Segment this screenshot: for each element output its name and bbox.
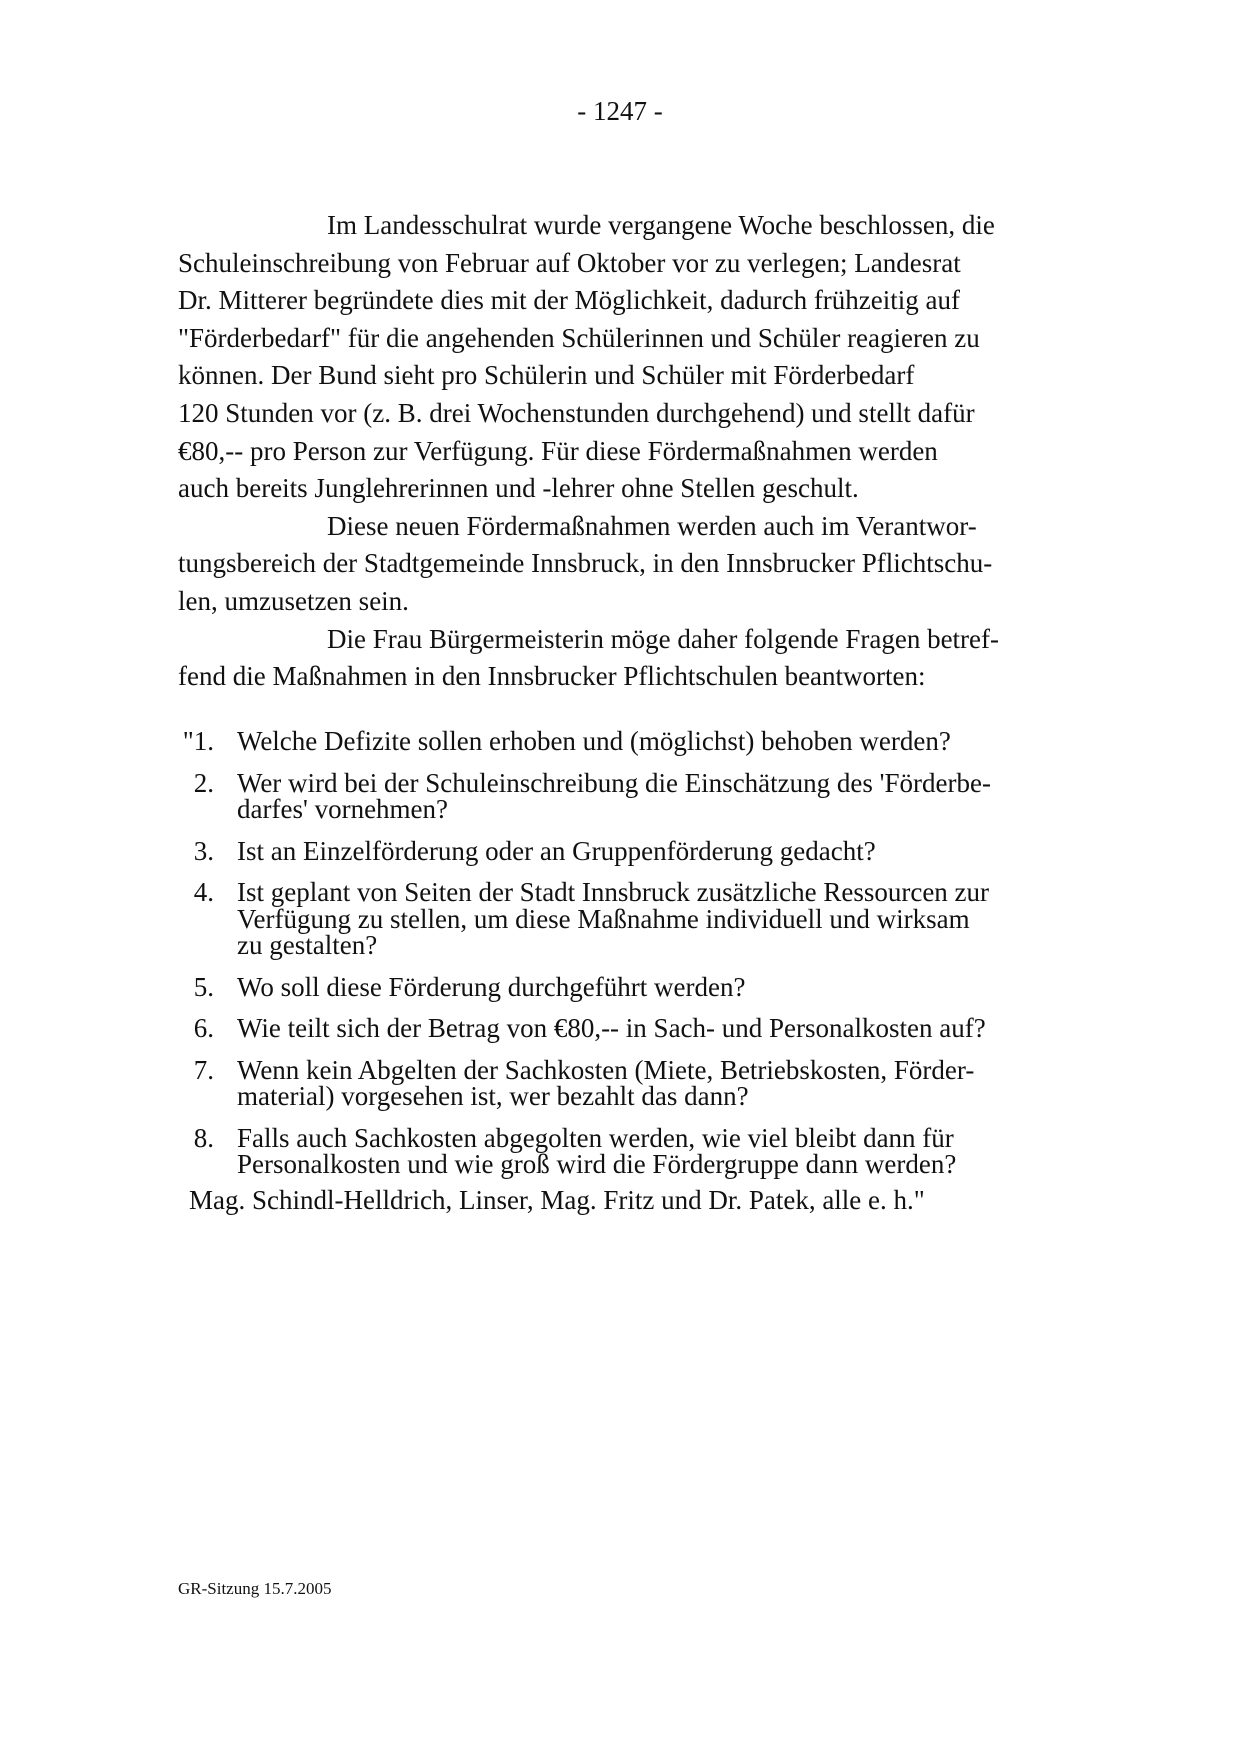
question-number: 7. <box>193 1054 214 1085</box>
text-line: Dr. Mitterer begründete dies mit der Möglichkeit, dadurch frühzeitig auf <box>178 285 960 316</box>
question-text: Wer wird bei der Schuleinschreibung die Einschätzung des 'Förderbe- <box>237 767 991 798</box>
question-text: Ist geplant von Seiten der Stadt Innsbruck zusätzliche Ressourcen zur <box>237 877 990 907</box>
text-line: €80,-- pro Person zur Verfügung. Für diese Fördermaßnahmen werden <box>178 435 938 466</box>
question-number: "1. <box>182 726 214 756</box>
signature-line: Mag. Schindl-Helldrich, Linser, Mag. Fritz und Dr. Patek, alle e. h." <box>189 1185 925 1215</box>
question-number: 8. <box>193 1122 214 1153</box>
question-text: zu gestalten? <box>237 930 378 960</box>
question-item <box>178 971 1078 1002</box>
question-number: 3. <box>193 835 214 866</box>
text-line: 120 Stunden vor (z. B. drei Wochenstunden durchgehend) und stellt dafür <box>178 397 975 428</box>
text-line: len, umzusetzen sein. <box>178 585 409 616</box>
question-number: 2. <box>193 767 214 798</box>
question-item <box>178 1054 1078 1111</box>
question-text: material) vorgesehen ist, wer bezahlt das dann? <box>237 1081 749 1111</box>
question-text: Welche Defizite sollen erhoben und (möglichst) behoben werden? <box>237 726 951 756</box>
question-item <box>178 728 1078 755</box>
question-item <box>178 767 1078 824</box>
question-text: Personalkosten und wie groß wird die Fördergruppe dann werden? <box>237 1149 957 1179</box>
question-text: Wie teilt sich der Betrag von €80,-- in Sach- und Personalkosten auf? <box>237 1013 986 1043</box>
paragraph <box>178 621 1058 696</box>
text-line: Diese neuen Fördermaßnahmen werden auch im Verantwor- <box>327 510 977 541</box>
question-number: 6. <box>193 1013 214 1043</box>
question-text: Verfügung zu stellen, um diese Maßnahme individuell und wirksam <box>237 903 970 934</box>
question-text: Ist an Einzelförderung oder an Gruppenförderung gedacht? <box>237 835 876 866</box>
page-number: - 1247 - <box>577 96 663 126</box>
question-text: darfes' vornehmen? <box>237 794 449 824</box>
question-number: 4. <box>193 877 214 907</box>
footer-session-date: GR-Sitzung 15.7.2005 <box>178 1579 332 1598</box>
question-text: Wenn kein Abgelten der Sachkosten (Miete, Betriebskosten, Förder- <box>237 1054 975 1085</box>
question-number: 5. <box>193 971 214 1002</box>
question-text: Wo soll diese Förderung durchgeführt werden? <box>237 971 746 1002</box>
question-list <box>178 728 1078 1193</box>
text-line: Schuleinschreibung von Februar auf Oktober vor zu verlegen; Landesrat <box>178 247 961 278</box>
text-line: auch bereits Junglehrerinnen und -lehrer ohne Stellen geschult. <box>178 473 859 504</box>
text-line: fend die Maßnahmen in den Innsbrucker Pflichtschulen beantworten: <box>178 661 926 692</box>
text-line: "Förderbedarf" für die angehenden Schülerinnen und Schüler reagieren zu <box>178 322 980 353</box>
text-line: können. Der Bund sieht pro Schülerin und Schüler mit Förderbedarf <box>178 360 915 391</box>
question-item <box>178 879 1078 959</box>
question-text: Falls auch Sachkosten abgegolten werden, wie viel bleibt dann für <box>237 1122 954 1153</box>
text-line: Im Landesschulrat wurde vergangene Woche beschlossen, die <box>327 210 995 240</box>
paragraph <box>178 207 1058 508</box>
question-item <box>178 1015 1078 1042</box>
paragraph <box>178 508 1058 621</box>
text-line: tungsbereich der Stadtgemeinde Innsbruck, in den Innsbrucker Pflichtschu- <box>178 548 993 579</box>
text-line: Die Frau Bürgermeisterin möge daher folgende Fragen betref- <box>327 623 1000 654</box>
question-item <box>178 1122 1078 1179</box>
question-item <box>178 835 1078 866</box>
body-text <box>178 207 1058 696</box>
